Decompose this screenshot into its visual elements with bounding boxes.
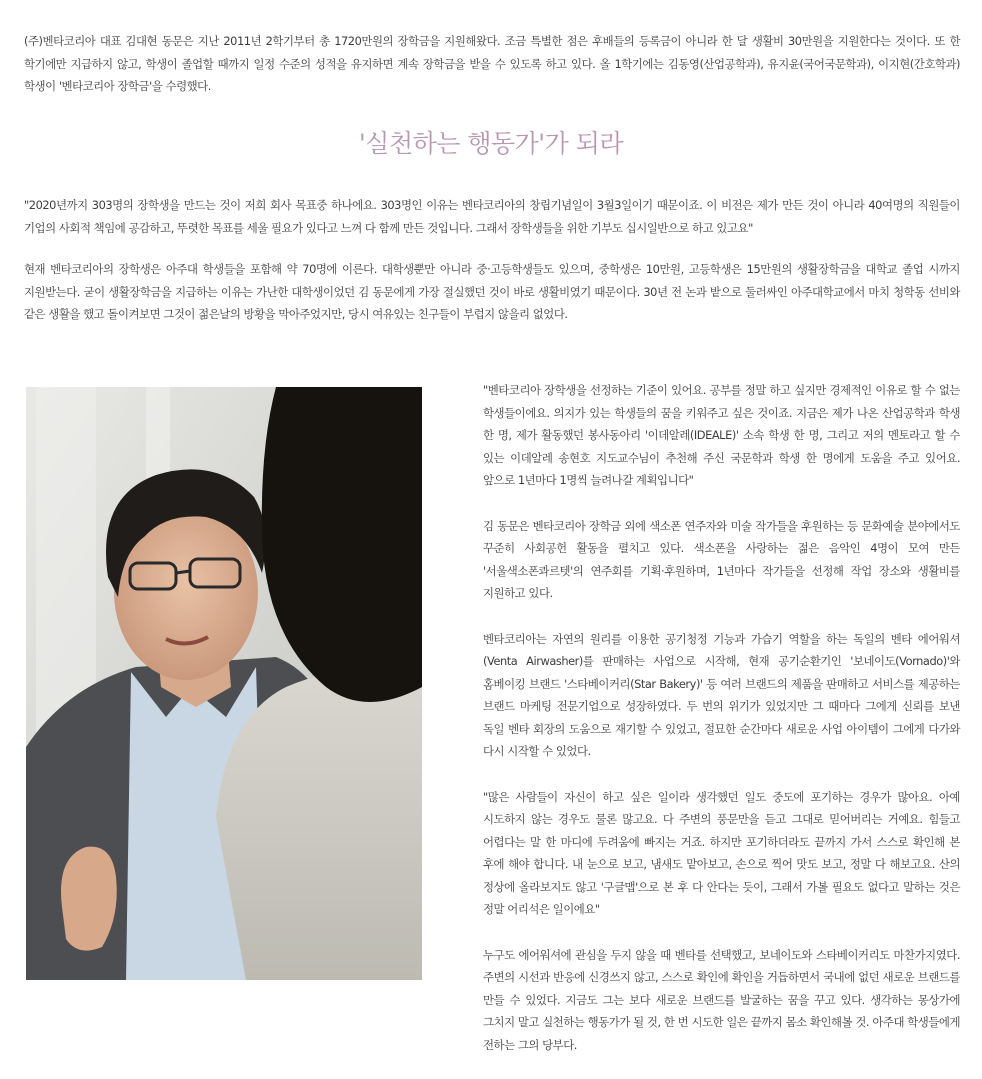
interview-photo bbox=[26, 387, 422, 980]
paragraph-2: 현재 벤타코리아의 장학생은 아주대 학생들을 포함해 약 70명에 이른다. 대학생뿐만 아니라 중·고등학생들도 있으며, 중학생은 10만원, 고등학생은 15만원의 생활장학금을 대학교 졸업 시까지 지원받는다. 굳이 생활장학금을 지급하는 이유는 가난한 대학생이었던 김 동문에게 가장 절실했던 것이 바로 생활비였기 때문이다. 30년 전 논과 밭으로 둘러싸인 아주대학교에서 마치 청학동 선비와 같은 생활을 했고 돌이켜보면 그것이 젊은날의 방황을 막아주었지만, 당시 여유있는 친구들이 부럽지 않을리 없었다. bbox=[24, 262, 960, 321]
right-paragraph-4: "많은 사람들이 자신이 하고 싶은 일이라 생각했던 일도 중도에 포기하는 경우가 많아요. 아예 시도하지 않는 경우도 물론 많고요. 다 주변의 풍문만을 듣고 그대로 믿어버리는 거예요. 힘들고 어렵다는 말 한 마디에 두려움에 빠지는 거죠. 하지만 포기하더라도 끝까지 가서 스스로 확인해 본 후에 해야 합니다. 내 눈으로 보고, 냄새도 맡아보고, 손으로 찍어 맛도 보고, 정말 다 해보고요. 산의 정상에 올라보지도 않고 '구글맵'으로 본 후 다 안다는 듯이, 그래서 가볼 필요도 없다고 말하는 것은 정말 어리석은 일이에요" bbox=[483, 789, 960, 916]
right-paragraph-5: 누구도 에어워셔에 관심을 두지 않을 때 벤타를 선택했고, 보네이도와 스타베이커리도 마찬가지였다. 주변의 시선과 반응에 신경쓰지 않고, 스스로 확인에 확인을 거듭하면서 국내에 없던 새로운 브랜드를 만들 수 있었다. 지금도 그는 보다 새로운 브랜드를 발굴하는 꿈을 꾸고 있다. 생각하는 몽상가에 그치지 말고 실천하는 행동가가 될 것, 한 번 시도한 일은 끝까지 몸소 확인해볼 것. 아주대 학생들에게 전하는 그의 당부다. bbox=[483, 947, 960, 1052]
quote-paragraph-1: "2020년까지 303명의 장학생을 만드는 것이 저희 회사 목표중 하나에요. 303명인 이유는 벤타코리아의 창립기념일이 3월3일이기 때문이죠. 이 비전은 제가 만든 것이 아니라 40여명의 직원들이 기업의 사회적 책임에 공감하고, 뚜렷한 목표를 세울 필요가 있다고 느껴 다 함께 만든 것입니다. 그래서 장학생들을 위한 기부도 십시일반으로 하고 있고요" bbox=[24, 198, 960, 235]
right-paragraph-1: "벤타코리아 장학생을 선정하는 기준이 있어요. 공부를 정말 하고 싶지만 경제적인 이유로 할 수 없는 학생들이에요. 의지가 있는 학생들의 꿈을 키워주고 싶은 것이죠. 지금은 제가 나온 산업공학과 학생 한 명, 제가 활동했던 봉사동아리 '이데알레(IDEALE)' 소속 학생 한 명, 그리고 저의 멘토라고 할 수 있는 이데알레 송현호 지도교수님이 추천해 주신 국문학과 학생 한 명에게 도움을 주고 있어요. 앞으로 1년마다 1명씩 늘려나갈 계획입니다" bbox=[483, 383, 960, 487]
right-paragraph-3: 벤타코리아는 자연의 원리를 이용한 공기청정 기능과 가습기 역할을 하는 독일의 벤타 에어워셔(Venta Airwasher)를 판매하는 사업으로 시작해, 현재 공기순환기인 '보네이도(Vornado)'와 홈베이킹 브랜드 '스타베이커리(Star Bakery)' 등 여러 브랜드의 제품을 판매하고 서비스를 제공하는 브랜드 마케팅 전문기업으로 성장하였다. 두 번의 위기가 있었지만 그 때마다 그에게 신뢰를 보낸 독일 벤타 회장의 도움으로 재기할 수 있었고, 절묘한 순간마다 새로운 사업 아이템이 그에게 다가와 다시 시작할 수 있었다. bbox=[483, 631, 960, 758]
interview-photo-illustration bbox=[26, 387, 422, 980]
right-paragraph-2: 김 동문은 벤타코리아 장학금 외에 색소폰 연주자와 미술 작가들을 후원하는 등 문화예술 분야에서도 꾸준히 사회공헌 활동을 펼치고 있다. 색소폰을 사랑하는 젊은 음악인 4명이 모여 만든 '서울색소폰콰르텟'의 연주회를 기획·후원하며, 1년마다 작가들을 선정해 작업 장소와 생활비를 지원하고 있다. bbox=[483, 518, 960, 600]
article-headline: '실천하는 행동가'가 되라 bbox=[358, 129, 624, 158]
right-column bbox=[483, 379, 960, 1079]
intro-paragraph: (주)벤타코리아 대표 김대현 동문은 지난 2011년 2학기부터 총 1720만원의 장학금을 지원해왔다. 조금 특별한 점은 후배들의 등록금이 아니라 한 달 생활비 30만원을 지원한다는 것이다. 또 한 학기에만 지급하지 않고, 학생이 졸업할 때까지 일정 수준의 성적을 유지하면 계속 장학금을 받을 수 있도록 하고 있다. 올 1학기에는 김동영(산업공학과), 유지윤(국어국문학과), 이지현(간호학과) 학생이 '벤타코리아 장학금'을 수령했다. bbox=[24, 34, 960, 93]
